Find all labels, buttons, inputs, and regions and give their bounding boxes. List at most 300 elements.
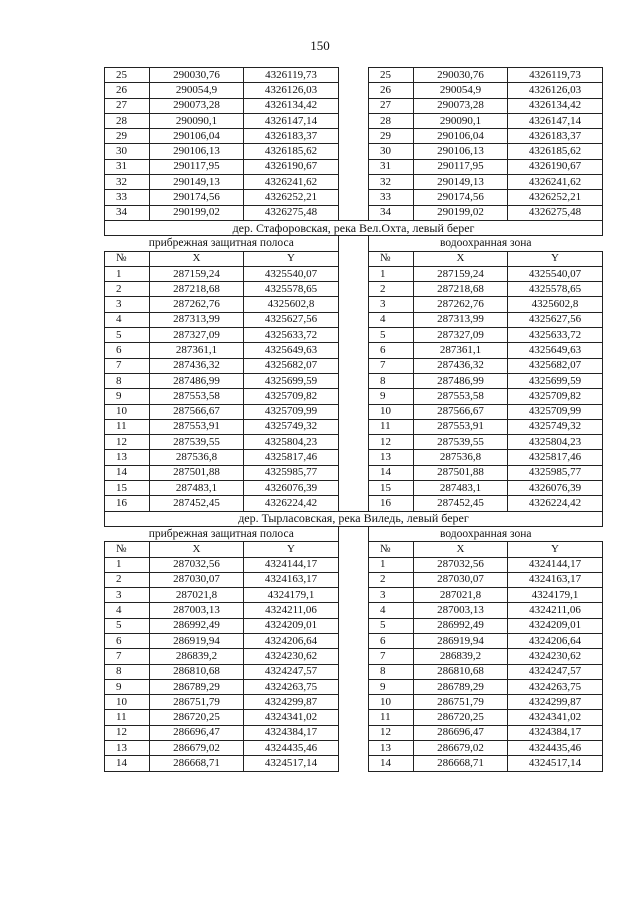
point-number: 29 <box>105 129 150 144</box>
table-row <box>105 679 603 694</box>
y-coordinate: 4324206,64 <box>244 633 339 648</box>
table-row <box>105 435 603 450</box>
y-coordinate: 4325682,07 <box>244 358 339 373</box>
x-coordinate: 290073,28 <box>414 98 508 113</box>
x-coordinate: 287539,55 <box>414 435 508 450</box>
point-number: 5 <box>369 618 414 633</box>
x-coordinate: 287218,68 <box>414 282 508 297</box>
header-y: Y <box>508 251 603 266</box>
y-coordinate: 4325749,32 <box>244 419 339 434</box>
point-number: 2 <box>105 282 150 297</box>
y-coordinate: 4324435,46 <box>508 741 603 756</box>
x-coordinate: 290030,76 <box>414 68 508 83</box>
column-gap <box>339 557 369 572</box>
y-coordinate: 4324230,62 <box>508 649 603 664</box>
point-number: 31 <box>105 159 150 174</box>
y-coordinate: 4325578,65 <box>244 282 339 297</box>
y-coordinate: 4325602,8 <box>508 297 603 312</box>
section-title: дер. Тырласовская, река Виледь, левый берег <box>105 511 603 526</box>
point-number: 6 <box>369 343 414 358</box>
x-coordinate: 286839,2 <box>414 649 508 664</box>
coordinates-document <box>104 67 582 772</box>
zone-label-row <box>105 236 603 251</box>
point-number: 11 <box>369 419 414 434</box>
table-row <box>105 588 603 603</box>
column-gap <box>339 588 369 603</box>
zone-label-row <box>105 526 603 541</box>
table-row <box>105 282 603 297</box>
y-coordinate: 4325699,59 <box>244 373 339 388</box>
coordinates-table <box>104 67 603 772</box>
column-gap <box>339 496 369 511</box>
y-coordinate: 4324247,57 <box>508 664 603 679</box>
y-coordinate: 4326076,39 <box>244 481 339 496</box>
x-coordinate: 290054,9 <box>150 83 244 98</box>
point-number: 34 <box>105 205 150 220</box>
x-coordinate: 287553,91 <box>150 419 244 434</box>
y-coordinate: 4325602,8 <box>244 297 339 312</box>
y-coordinate: 4326190,67 <box>244 159 339 174</box>
y-coordinate: 4326275,48 <box>508 205 603 220</box>
header-y: Y <box>244 251 339 266</box>
point-number: 3 <box>105 588 150 603</box>
x-coordinate: 286992,49 <box>414 618 508 633</box>
column-gap <box>339 465 369 480</box>
x-coordinate: 287021,8 <box>414 588 508 603</box>
point-number: 34 <box>369 205 414 220</box>
y-coordinate: 4326183,37 <box>508 129 603 144</box>
column-gap <box>339 343 369 358</box>
table-row <box>105 68 603 83</box>
point-number: 3 <box>369 297 414 312</box>
x-coordinate: 287501,88 <box>150 465 244 480</box>
column-gap <box>339 419 369 434</box>
point-number: 14 <box>105 756 150 771</box>
column-gap <box>339 526 369 541</box>
column-gap <box>339 450 369 465</box>
column-gap <box>339 68 369 83</box>
y-coordinate: 4324144,17 <box>244 557 339 572</box>
y-coordinate: 4325985,77 <box>244 465 339 480</box>
x-coordinate: 287313,99 <box>150 312 244 327</box>
x-coordinate: 290174,56 <box>150 190 244 205</box>
x-coordinate: 286679,02 <box>150 741 244 756</box>
point-number: 4 <box>369 603 414 618</box>
y-coordinate: 4324179,1 <box>508 588 603 603</box>
point-number: 5 <box>105 618 150 633</box>
x-coordinate: 290149,13 <box>414 175 508 190</box>
column-gap <box>339 649 369 664</box>
x-coordinate: 290106,13 <box>150 144 244 159</box>
x-coordinate: 287436,32 <box>414 358 508 373</box>
point-number: 4 <box>369 312 414 327</box>
point-number: 5 <box>105 328 150 343</box>
table-row <box>105 603 603 618</box>
point-number: 10 <box>369 695 414 710</box>
table-row <box>105 756 603 771</box>
y-coordinate: 4324435,46 <box>244 741 339 756</box>
y-coordinate: 4324179,1 <box>244 588 339 603</box>
point-number: 26 <box>369 83 414 98</box>
x-coordinate: 287313,99 <box>414 312 508 327</box>
x-coordinate: 286789,29 <box>414 679 508 694</box>
point-number: 15 <box>105 481 150 496</box>
point-number: 2 <box>105 572 150 587</box>
y-coordinate: 4324163,17 <box>508 572 603 587</box>
x-coordinate: 287486,99 <box>414 373 508 388</box>
y-coordinate: 4324211,06 <box>508 603 603 618</box>
y-coordinate: 4326185,62 <box>244 144 339 159</box>
y-coordinate: 4326252,21 <box>244 190 339 205</box>
x-coordinate: 287361,1 <box>150 343 244 358</box>
x-coordinate: 287032,56 <box>150 557 244 572</box>
point-number: 33 <box>105 190 150 205</box>
column-gap <box>339 98 369 113</box>
table-row <box>105 190 603 205</box>
table-row <box>105 312 603 327</box>
point-number: 1 <box>369 557 414 572</box>
point-number: 9 <box>105 389 150 404</box>
section-title-row <box>105 220 603 235</box>
x-coordinate: 287436,32 <box>150 358 244 373</box>
point-number: 7 <box>369 358 414 373</box>
x-coordinate: 286679,02 <box>414 741 508 756</box>
column-gap <box>339 129 369 144</box>
column-header-row <box>105 251 603 266</box>
x-coordinate: 287483,1 <box>150 481 244 496</box>
zone-label-water-protection: водоохранная зона <box>369 236 603 251</box>
point-number: 6 <box>105 633 150 648</box>
x-coordinate: 286696,47 <box>150 725 244 740</box>
table-row <box>105 741 603 756</box>
x-coordinate: 286839,2 <box>150 649 244 664</box>
column-gap <box>339 679 369 694</box>
y-coordinate: 4326119,73 <box>508 68 603 83</box>
table-row <box>105 98 603 113</box>
table-row <box>105 328 603 343</box>
table-row <box>105 373 603 388</box>
x-coordinate: 287536,8 <box>150 450 244 465</box>
x-coordinate: 287566,67 <box>414 404 508 419</box>
point-number: 1 <box>369 266 414 281</box>
y-coordinate: 4326185,62 <box>508 144 603 159</box>
point-number: 33 <box>369 190 414 205</box>
y-coordinate: 4324299,87 <box>244 695 339 710</box>
header-y: Y <box>508 542 603 557</box>
y-coordinate: 4325649,63 <box>244 343 339 358</box>
y-coordinate: 4324517,14 <box>508 756 603 771</box>
x-coordinate: 290199,02 <box>414 205 508 220</box>
y-coordinate: 4324384,17 <box>508 725 603 740</box>
y-coordinate: 4324384,17 <box>244 725 339 740</box>
point-number: 28 <box>105 113 150 128</box>
y-coordinate: 4326241,62 <box>508 175 603 190</box>
column-gap <box>339 373 369 388</box>
point-number: 6 <box>369 633 414 648</box>
x-coordinate: 287501,88 <box>414 465 508 480</box>
y-coordinate: 4326134,42 <box>508 98 603 113</box>
point-number: 10 <box>105 404 150 419</box>
point-number: 3 <box>105 297 150 312</box>
x-coordinate: 286789,29 <box>150 679 244 694</box>
x-coordinate: 290117,95 <box>414 159 508 174</box>
point-number: 9 <box>369 389 414 404</box>
y-coordinate: 4325709,82 <box>244 389 339 404</box>
column-gap <box>339 404 369 419</box>
table-row <box>105 358 603 373</box>
point-number: 12 <box>105 725 150 740</box>
point-number: 7 <box>105 358 150 373</box>
table-row <box>105 450 603 465</box>
column-gap <box>339 236 369 251</box>
point-number: 28 <box>369 113 414 128</box>
point-number: 30 <box>369 144 414 159</box>
point-number: 4 <box>105 312 150 327</box>
y-coordinate: 4324206,64 <box>508 633 603 648</box>
y-coordinate: 4326224,42 <box>508 496 603 511</box>
point-number: 27 <box>369 98 414 113</box>
column-gap <box>339 618 369 633</box>
point-number: 14 <box>369 756 414 771</box>
point-number: 13 <box>369 741 414 756</box>
zone-label-coastal-strip: прибрежная защитная полоса <box>105 236 339 251</box>
y-coordinate: 4326076,39 <box>508 481 603 496</box>
column-gap <box>339 205 369 220</box>
point-number: 8 <box>105 373 150 388</box>
y-coordinate: 4326190,67 <box>508 159 603 174</box>
point-number: 7 <box>369 649 414 664</box>
column-gap <box>339 251 369 266</box>
point-number: 32 <box>369 175 414 190</box>
x-coordinate: 287327,09 <box>150 328 244 343</box>
point-number: 10 <box>105 695 150 710</box>
zone-label-coastal-strip: прибрежная защитная полоса <box>105 526 339 541</box>
column-gap <box>339 358 369 373</box>
column-gap <box>339 282 369 297</box>
point-number: 13 <box>105 450 150 465</box>
y-coordinate: 4324341,02 <box>508 710 603 725</box>
y-coordinate: 4326147,14 <box>244 113 339 128</box>
y-coordinate: 4324230,62 <box>244 649 339 664</box>
point-number: 9 <box>105 679 150 694</box>
y-coordinate: 4325633,72 <box>508 328 603 343</box>
y-coordinate: 4326126,03 <box>244 83 339 98</box>
table-row <box>105 389 603 404</box>
header-x: X <box>150 251 244 266</box>
point-number: 25 <box>105 68 150 83</box>
y-coordinate: 4326275,48 <box>244 205 339 220</box>
y-coordinate: 4325709,82 <box>508 389 603 404</box>
x-coordinate: 287218,68 <box>150 282 244 297</box>
y-coordinate: 4326147,14 <box>508 113 603 128</box>
point-number: 13 <box>105 741 150 756</box>
y-coordinate: 4324209,01 <box>244 618 339 633</box>
x-coordinate: 287486,99 <box>150 373 244 388</box>
point-number: 30 <box>105 144 150 159</box>
column-gap <box>339 175 369 190</box>
x-coordinate: 290030,76 <box>150 68 244 83</box>
y-coordinate: 4324263,75 <box>508 679 603 694</box>
x-coordinate: 287539,55 <box>150 435 244 450</box>
x-coordinate: 287030,07 <box>150 572 244 587</box>
table-row <box>105 572 603 587</box>
y-coordinate: 4324209,01 <box>508 618 603 633</box>
point-number: 1 <box>105 557 150 572</box>
y-coordinate: 4325682,07 <box>508 358 603 373</box>
column-gap <box>339 741 369 756</box>
header-x: X <box>150 542 244 557</box>
point-number: 11 <box>369 710 414 725</box>
column-gap <box>339 756 369 771</box>
y-coordinate: 4326224,42 <box>244 496 339 511</box>
page-number: 150 <box>310 38 330 53</box>
point-number: 8 <box>369 664 414 679</box>
point-number: 4 <box>105 603 150 618</box>
column-gap <box>339 435 369 450</box>
table-row <box>105 633 603 648</box>
point-number: 16 <box>105 496 150 511</box>
table-row <box>105 113 603 128</box>
x-coordinate: 290149,13 <box>150 175 244 190</box>
point-number: 11 <box>105 419 150 434</box>
y-coordinate: 4325804,23 <box>244 435 339 450</box>
x-coordinate: 287262,76 <box>414 297 508 312</box>
x-coordinate: 287003,13 <box>414 603 508 618</box>
header-number: № <box>369 542 414 557</box>
y-coordinate: 4326183,37 <box>244 129 339 144</box>
x-coordinate: 286720,25 <box>414 710 508 725</box>
y-coordinate: 4326252,21 <box>508 190 603 205</box>
table-row <box>105 557 603 572</box>
column-gap <box>339 312 369 327</box>
x-coordinate: 286751,79 <box>414 695 508 710</box>
x-coordinate: 286992,49 <box>150 618 244 633</box>
y-coordinate: 4325699,59 <box>508 373 603 388</box>
x-coordinate: 287566,67 <box>150 404 244 419</box>
table-row <box>105 695 603 710</box>
x-coordinate: 290073,28 <box>150 98 244 113</box>
header-x: X <box>414 542 508 557</box>
x-coordinate: 290106,04 <box>150 129 244 144</box>
point-number: 8 <box>369 373 414 388</box>
column-gap <box>339 190 369 205</box>
y-coordinate: 4324211,06 <box>244 603 339 618</box>
x-coordinate: 287361,1 <box>414 343 508 358</box>
coordinates-table-body <box>105 68 603 772</box>
x-coordinate: 290090,1 <box>414 113 508 128</box>
y-coordinate: 4325540,07 <box>508 266 603 281</box>
y-coordinate: 4325804,23 <box>508 435 603 450</box>
column-gap <box>339 542 369 557</box>
x-coordinate: 286751,79 <box>150 695 244 710</box>
column-gap <box>339 572 369 587</box>
header-number: № <box>105 251 150 266</box>
x-coordinate: 286919,94 <box>414 633 508 648</box>
y-coordinate: 4324263,75 <box>244 679 339 694</box>
point-number: 10 <box>369 404 414 419</box>
point-number: 6 <box>105 343 150 358</box>
column-gap <box>339 144 369 159</box>
y-coordinate: 4326126,03 <box>508 83 603 98</box>
table-row <box>105 710 603 725</box>
y-coordinate: 4326134,42 <box>244 98 339 113</box>
table-row <box>105 175 603 190</box>
point-number: 14 <box>369 465 414 480</box>
column-gap <box>339 297 369 312</box>
header-y: Y <box>244 542 339 557</box>
x-coordinate: 287159,24 <box>150 266 244 281</box>
y-coordinate: 4324341,02 <box>244 710 339 725</box>
table-row <box>105 159 603 174</box>
table-row <box>105 725 603 740</box>
section-title-row <box>105 511 603 526</box>
x-coordinate: 287553,91 <box>414 419 508 434</box>
column-header-row <box>105 542 603 557</box>
column-gap <box>339 159 369 174</box>
point-number: 2 <box>369 282 414 297</box>
point-number: 12 <box>369 725 414 740</box>
point-number: 25 <box>369 68 414 83</box>
header-x: X <box>414 251 508 266</box>
point-number: 11 <box>105 710 150 725</box>
section-title: дер. Стафоровская, река Вел.Охта, левый берег <box>105 220 603 235</box>
column-gap <box>339 328 369 343</box>
table-row <box>105 404 603 419</box>
y-coordinate: 4324299,87 <box>508 695 603 710</box>
column-gap <box>339 266 369 281</box>
y-coordinate: 4325985,77 <box>508 465 603 480</box>
table-row <box>105 297 603 312</box>
table-row <box>105 266 603 281</box>
header-number: № <box>105 542 150 557</box>
table-row <box>105 343 603 358</box>
x-coordinate: 287452,45 <box>150 496 244 511</box>
x-coordinate: 290117,95 <box>150 159 244 174</box>
y-coordinate: 4325540,07 <box>244 266 339 281</box>
point-number: 5 <box>369 328 414 343</box>
x-coordinate: 287553,58 <box>150 389 244 404</box>
table-row <box>105 419 603 434</box>
point-number: 13 <box>369 450 414 465</box>
y-coordinate: 4324517,14 <box>244 756 339 771</box>
table-row <box>105 144 603 159</box>
point-number: 7 <box>105 649 150 664</box>
y-coordinate: 4325749,32 <box>508 419 603 434</box>
point-number: 2 <box>369 572 414 587</box>
y-coordinate: 4325578,65 <box>508 282 603 297</box>
column-gap <box>339 481 369 496</box>
point-number: 32 <box>105 175 150 190</box>
x-coordinate: 287159,24 <box>414 266 508 281</box>
x-coordinate: 290054,9 <box>414 83 508 98</box>
y-coordinate: 4325627,56 <box>244 312 339 327</box>
column-gap <box>339 633 369 648</box>
x-coordinate: 286720,25 <box>150 710 244 725</box>
table-row <box>105 496 603 511</box>
x-coordinate: 290199,02 <box>150 205 244 220</box>
point-number: 15 <box>369 481 414 496</box>
x-coordinate: 287452,45 <box>414 496 508 511</box>
x-coordinate: 286919,94 <box>150 633 244 648</box>
point-number: 27 <box>105 98 150 113</box>
x-coordinate: 287483,1 <box>414 481 508 496</box>
point-number: 9 <box>369 679 414 694</box>
table-row <box>105 465 603 480</box>
y-coordinate: 4325627,56 <box>508 312 603 327</box>
x-coordinate: 287262,76 <box>150 297 244 312</box>
x-coordinate: 287030,07 <box>414 572 508 587</box>
column-gap <box>339 725 369 740</box>
